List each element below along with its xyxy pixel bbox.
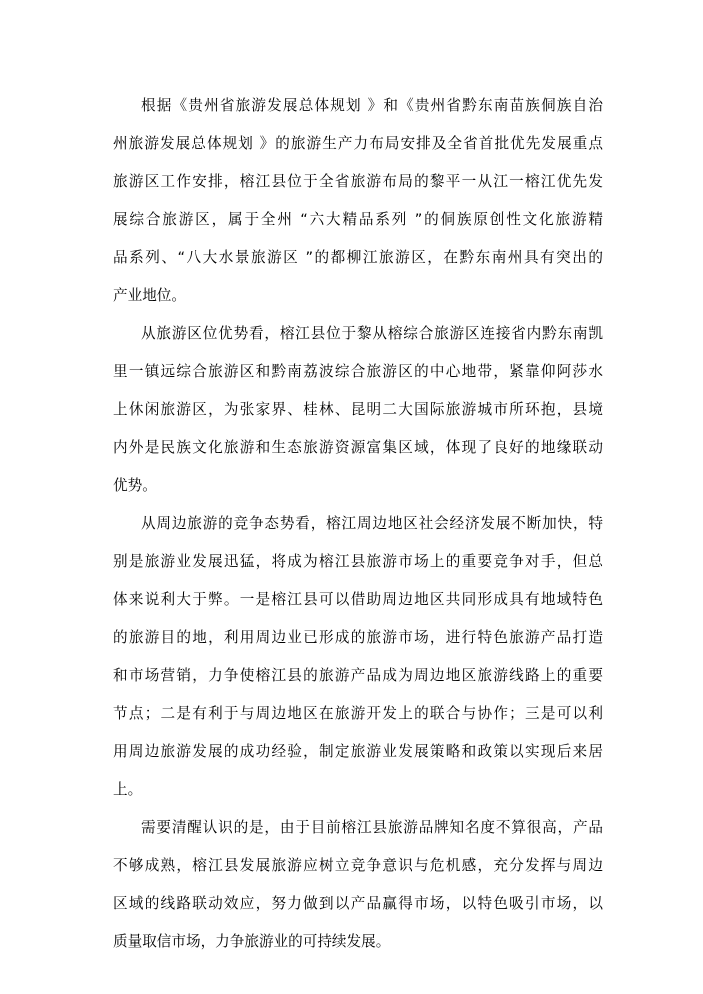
paragraph-line: 上。 (113, 781, 143, 798)
paragraph-line: 节点；二是有利于与周边地区在旅游开发上的联合与协作；三是可以利 (113, 705, 603, 722)
paragraph-line: 和市场营销，力争使榕江县的旅游产品成为周边地区旅游线路上的重要 (113, 667, 603, 684)
paragraph-line: 质量取信市场，力争旅游业的可持续发展。 (113, 933, 391, 950)
paragraph-line: 需要清醒认识的是，由于目前榕江县旅游品牌知名度不算很高，产品 (141, 819, 603, 836)
paragraph-line: 上休闲旅游区，为张家界、桂林、昆明二大国际旅游城市所环抱，县境 (113, 401, 603, 418)
paragraph-line: 的旅游目的地，利用周边业已形成的旅游市场，进行特色旅游产品打造 (113, 629, 603, 646)
paragraph-line: 里一镇远综合旅游区和黔南荔波综合旅游区的中心地带，紧靠仰阿莎水 (113, 363, 603, 380)
paragraph-line: 从周边旅游的竞争态势看，榕江周边地区社会经济发展不断加快，特 (141, 515, 603, 532)
paragraph-line: 展综合旅游区，属于全州 “六大精品系列 ”的侗族原创性文化旅游精 (113, 211, 603, 228)
paragraph-line: 从旅游区位优势看，榕江县位于黎从榕综合旅游区连接省内黔东南凯 (141, 325, 603, 342)
paragraph-line: 旅游区工作安排，榕江县位于全省旅游布局的黎平一从江一榕江优先发 (113, 173, 603, 190)
paragraph-line: 用周边旅游发展的成功经验，制定旅游业发展策略和政策以实现后来居 (113, 743, 603, 760)
paragraph-line: 根据《贵州省旅游发展总体规划 》和《贵州省黔东南苗族侗族自治 (141, 97, 603, 114)
paragraph-line: 体来说利大于弊。一是榕江县可以借助周边地区共同形成具有地域特色 (113, 591, 603, 608)
paragraph-line: 州旅游发展总体规划 》的旅游生产力布局安排及全省首批优先发展重点 (113, 135, 603, 152)
paragraph-line: 品系列、“八大水景旅游区 ”的都柳江旅游区，在黔东南州具有突出的 (113, 249, 603, 266)
paragraph-line: 优势。 (113, 477, 157, 494)
paragraph-line: 别是旅游业发展迅猛，将成为榕江县旅游市场上的重要竞争对手，但总 (113, 553, 603, 570)
paragraph-line: 产业地位。 (113, 287, 186, 304)
paragraph-line: 不够成熟，榕江县发展旅游应树立竞争意识与危机感，充分发挥与周边 (113, 857, 603, 874)
paragraph-line: 内外是民族文化旅游和生态旅游资源富集区域，体现了良好的地缘联动 (113, 439, 603, 456)
paragraph-line: 区域的线路联动效应，努力做到以产品赢得市场，以特色吸引市场，以 (113, 895, 603, 912)
